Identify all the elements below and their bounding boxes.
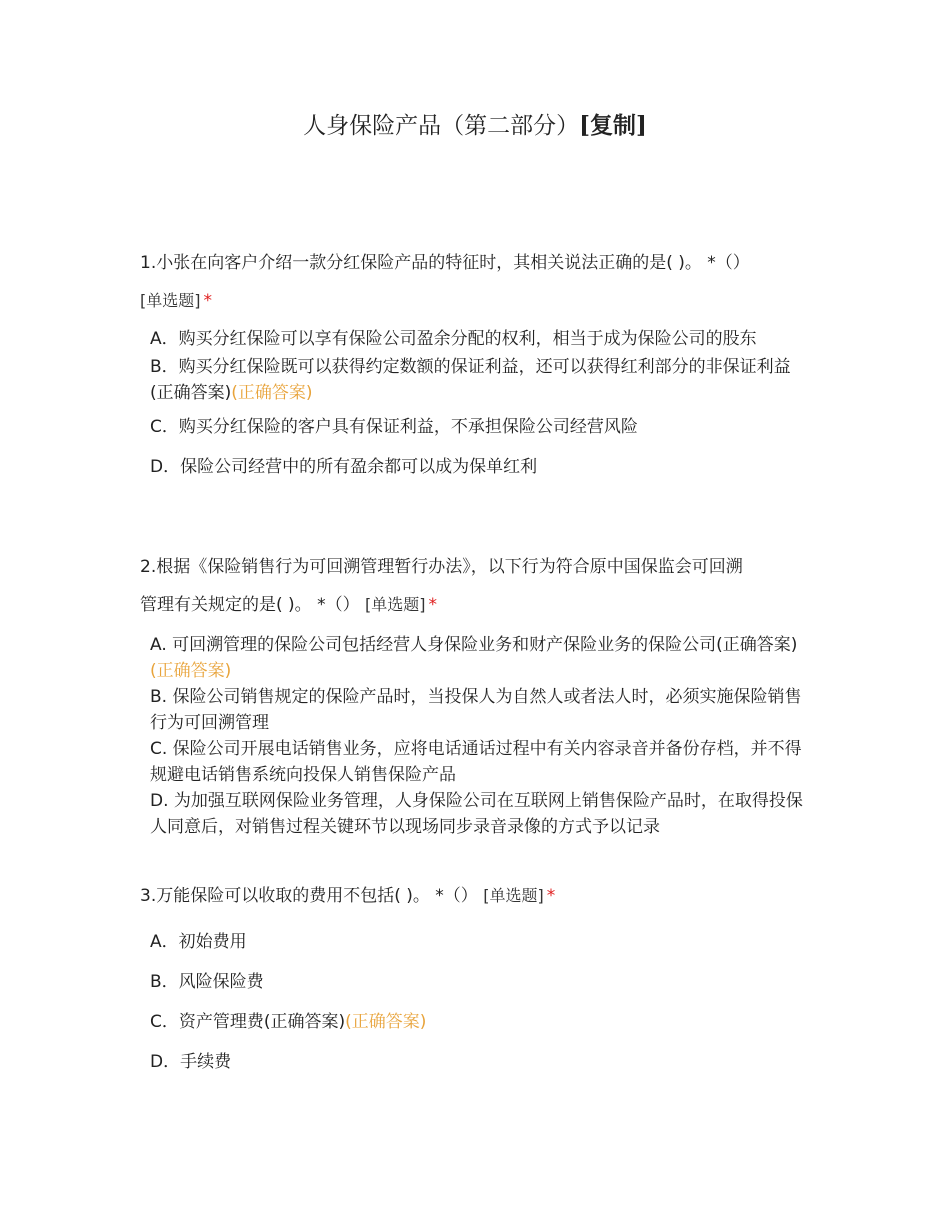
correct-answer-badge: (正确答案) <box>231 383 313 403</box>
page-title-main: 人身保险产品（第二部分） <box>303 113 580 139</box>
option-text: A. 可回溯管理的保险公司包括经营人身保险业务和财产保险业务的保险公司(正确答案) <box>150 635 798 655</box>
option-a[interactable] <box>150 632 810 684</box>
option-b[interactable] <box>150 354 810 406</box>
question-stem: 2.根据《保险销售行为可回溯管理暂行办法》，以下行为符合原中国保监会可回溯 <box>140 557 743 577</box>
option-text: B. 保险公司销售规定的保险产品时，当投保人为自然人或者法人时，必须实施保险销售行为可回溯管理 <box>150 687 802 733</box>
required-star: * <box>546 886 556 906</box>
option-text: A．初始费用 <box>150 932 247 952</box>
option-list <box>150 326 810 480</box>
option-text: B．风险保险费 <box>150 972 264 992</box>
question-stem: 1.小张在向客户介绍一款分红保险产品的特征时，其相关说法正确的是( )。 *（） <box>140 253 750 273</box>
option-a[interactable] <box>150 326 810 352</box>
question-stem: 3.万能保险可以收取的费用不包括( )。 *（） <box>140 886 484 906</box>
question-1 <box>140 244 820 494</box>
question-type-line <box>140 282 820 320</box>
option-d[interactable] <box>150 1049 810 1075</box>
question-type: [单选题] <box>140 291 201 310</box>
option-d[interactable] <box>150 788 810 840</box>
copy-tag: [复制] <box>579 112 647 139</box>
question-type: [单选题] <box>364 595 426 614</box>
option-text: B．购买分红保险既可以获得约定数额的保证利益，还可以获得红利部分的非保证利益(正确答案) <box>150 357 791 403</box>
option-text: C. 保险公司开展电话销售业务，应将电话通话过程中有关内容录音并备份存档，并不得规避电话销售系统向投保人销售保险产品 <box>150 739 802 785</box>
correct-answer-badge: (正确答案) <box>345 1012 427 1032</box>
question-stem-cont <box>140 586 830 624</box>
option-b[interactable] <box>150 969 810 995</box>
option-a[interactable] <box>150 929 810 955</box>
question-type: [单选题] <box>483 886 544 905</box>
option-text: A．购买分红保险可以享有保险公司盈余分配的权利，相当于成为保险公司的股东 <box>150 329 757 349</box>
page-title <box>0 108 950 144</box>
question-2 <box>140 548 830 840</box>
option-c[interactable] <box>150 414 810 440</box>
option-text: D．保险公司经营中的所有盈余都可以成为保单红利 <box>150 457 538 477</box>
required-star: * <box>203 291 212 311</box>
question-3 <box>140 877 820 1089</box>
option-list <box>150 632 810 840</box>
question-stem-line <box>140 877 820 915</box>
option-text: D．手续费 <box>150 1052 232 1072</box>
option-c[interactable] <box>150 1009 810 1035</box>
option-c[interactable] <box>150 736 810 788</box>
option-text: C．资产管理费(正确答案) <box>150 1012 346 1032</box>
option-text: D. 为加强互联网保险业务管理，人身保险公司在互联网上销售保险产品时，在取得投保人同意后，对销售过程关键环节以现场同步录音录像的方式予以记录 <box>150 791 803 837</box>
option-list <box>150 929 810 1075</box>
option-b[interactable] <box>150 684 810 736</box>
correct-answer-badge: (正确答案) <box>150 661 232 681</box>
required-star: * <box>428 595 437 615</box>
option-text: C．购买分红保险的客户具有保证利益，不承担保险公司经营风险 <box>150 417 638 437</box>
option-d[interactable] <box>150 454 810 480</box>
question-stem-line2: 管理有关规定的是( )。 *（） <box>140 595 365 615</box>
